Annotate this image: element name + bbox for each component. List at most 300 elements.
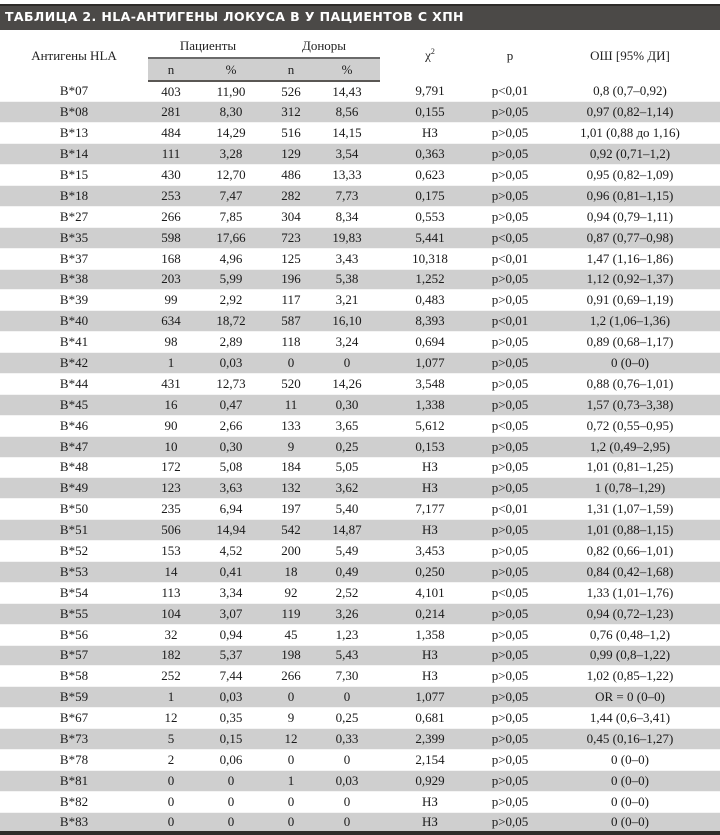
cell-antigen: B*07 [0,81,148,102]
cell-patients-n: 252 [148,666,194,687]
cell-patients-percent: 4,52 [194,541,268,562]
table-row [0,582,720,603]
cell-antigen: B*15 [0,165,148,186]
table-row [0,185,720,206]
table-row [0,81,720,102]
cell-donors-percent: 14,26 [314,373,380,394]
table-row [0,415,720,436]
cell-donors-n: 118 [268,332,314,353]
cell-p-value: p>0,05 [480,436,540,457]
cell-p-value: p>0,05 [480,750,540,771]
cell-donors-percent: 0 [314,812,380,833]
cell-donors-n: 542 [268,520,314,541]
cell-antigen: B*27 [0,206,148,227]
cell-donors-percent: 2,52 [314,582,380,603]
cell-patients-n: 2 [148,750,194,771]
cell-antigen: B*54 [0,582,148,603]
cell-patients-n: 281 [148,102,194,123]
header-donors-n: n [268,58,314,81]
cell-chi-square: 1,338 [380,394,480,415]
cell-donors-percent: 0,30 [314,394,380,415]
cell-chi-square: 0,483 [380,290,480,311]
cell-odds-ratio: 1,47 (1,16–1,86) [540,248,720,269]
cell-patients-percent: 7,47 [194,185,268,206]
cell-odds-ratio: 1,2 (0,49–2,95) [540,436,720,457]
cell-chi-square: 5,612 [380,415,480,436]
cell-p-value: p>0,05 [480,791,540,812]
header-donors-percent: % [314,58,380,81]
cell-patients-n: 12 [148,708,194,729]
cell-odds-ratio: 0,97 (0,82–1,14) [540,102,720,123]
cell-patients-n: 0 [148,770,194,791]
cell-donors-n: 117 [268,290,314,311]
cell-chi-square: 3,453 [380,541,480,562]
cell-chi-square: 0,175 [380,185,480,206]
cell-donors-n: 92 [268,582,314,603]
cell-antigen: B*50 [0,499,148,520]
cell-chi-square: 10,318 [380,248,480,269]
cell-p-value: p>0,05 [480,185,540,206]
cell-chi-square: 0,363 [380,144,480,165]
cell-donors-percent: 8,34 [314,206,380,227]
cell-donors-percent: 0 [314,791,380,812]
cell-donors-n: 198 [268,645,314,666]
table-title: ТАБЛИЦА 2. HLA-АНТИГЕНЫ ЛОКУСА B У ПАЦИЕНТОВ С ХПН [5,9,464,24]
cell-patients-n: 172 [148,457,194,478]
cell-patients-percent: 0,06 [194,750,268,771]
cell-p-value: p>0,05 [480,708,540,729]
cell-patients-n: 32 [148,624,194,645]
cell-odds-ratio: 0 (0–0) [540,812,720,833]
table-row [0,666,720,687]
table-row [0,645,720,666]
hla-table [0,30,720,835]
cell-odds-ratio: 0,87 (0,77–0,98) [540,227,720,248]
cell-donors-n: 516 [268,123,314,144]
cell-antigen: B*51 [0,520,148,541]
header-or: ОШ [95% ДИ] [590,47,670,63]
cell-p-value: p>0,05 [480,373,540,394]
cell-p-value: p>0,05 [480,332,540,353]
cell-odds-ratio: 1,02 (0,85–1,22) [540,666,720,687]
cell-patients-percent: 2,66 [194,415,268,436]
cell-odds-ratio: 0,95 (0,82–1,09) [540,165,720,186]
cell-donors-percent: 14,15 [314,123,380,144]
cell-donors-percent: 3,43 [314,248,380,269]
cell-antigen: B*58 [0,666,148,687]
cell-p-value: p>0,05 [480,123,540,144]
cell-patients-percent: 0,30 [194,436,268,457]
cell-donors-n: 119 [268,603,314,624]
cell-donors-n: 520 [268,373,314,394]
cell-donors-n: 129 [268,144,314,165]
cell-odds-ratio: 1,31 (1,07–1,59) [540,499,720,520]
cell-p-value: p>0,05 [480,687,540,708]
cell-patients-n: 266 [148,206,194,227]
cell-patients-percent: 3,63 [194,478,268,499]
cell-patients-n: 14 [148,561,194,582]
cell-patients-percent: 14,29 [194,123,268,144]
cell-donors-percent: 0,49 [314,561,380,582]
cell-chi-square: 0,681 [380,708,480,729]
cell-patients-percent: 18,72 [194,311,268,332]
cell-antigen: B*48 [0,457,148,478]
header-p: p [506,47,514,63]
cell-donors-percent: 5,40 [314,499,380,520]
cell-donors-percent: 0 [314,353,380,374]
cell-odds-ratio: 0 (0–0) [540,750,720,771]
cell-donors-n: 1 [268,770,314,791]
cell-donors-n: 9 [268,436,314,457]
cell-antigen: B*45 [0,394,148,415]
cell-patients-percent: 3,07 [194,603,268,624]
cell-p-value: p<0,01 [480,499,540,520]
cell-donors-percent: 3,24 [314,332,380,353]
cell-donors-n: 133 [268,415,314,436]
cell-patients-percent: 0,94 [194,624,268,645]
cell-patients-n: 182 [148,645,194,666]
cell-chi-square: 2,154 [380,750,480,771]
cell-patients-percent: 2,92 [194,290,268,311]
cell-antigen: B*46 [0,415,148,436]
cell-antigen: B*57 [0,645,148,666]
cell-patients-n: 506 [148,520,194,541]
cell-odds-ratio: OR = 0 (0–0) [540,687,720,708]
header-chi-base: χ [425,47,431,63]
cell-p-value: p>0,05 [480,394,540,415]
cell-antigen: B*59 [0,687,148,708]
cell-chi-square: 0,694 [380,332,480,353]
cell-odds-ratio: 0,89 (0,68–1,17) [540,332,720,353]
cell-patients-n: 203 [148,269,194,290]
cell-p-value: p>0,05 [480,520,540,541]
cell-p-value: p>0,05 [480,290,540,311]
cell-chi-square: 0,214 [380,603,480,624]
cell-patients-percent: 0 [194,812,268,833]
cell-chi-square: 0,155 [380,102,480,123]
cell-donors-n: 486 [268,165,314,186]
cell-antigen: B*42 [0,353,148,374]
cell-antigen: B*52 [0,541,148,562]
cell-patients-n: 484 [148,123,194,144]
cell-patients-n: 634 [148,311,194,332]
table-row [0,248,720,269]
cell-odds-ratio: 0,92 (0,71–1,2) [540,144,720,165]
cell-patients-percent: 2,89 [194,332,268,353]
cell-donors-percent: 0,25 [314,436,380,457]
cell-odds-ratio: 0 (0–0) [540,353,720,374]
cell-patients-n: 431 [148,373,194,394]
cell-chi-square: 1,077 [380,687,480,708]
cell-patients-percent: 0,41 [194,561,268,582]
cell-p-value: p<0,01 [480,311,540,332]
table-row [0,729,720,750]
cell-odds-ratio: 0,72 (0,55–0,95) [540,415,720,436]
table-row [0,373,720,394]
cell-donors-percent: 5,38 [314,269,380,290]
cell-p-value: p>0,05 [480,624,540,645]
cell-patients-percent: 7,44 [194,666,268,687]
cell-antigen: B*53 [0,561,148,582]
cell-antigen: B*13 [0,123,148,144]
cell-chi-square: НЗ [380,457,480,478]
header-patients-n: n [148,58,194,81]
cell-donors-n: 0 [268,812,314,833]
cell-donors-percent: 3,65 [314,415,380,436]
cell-patients-n: 5 [148,729,194,750]
table-row [0,290,720,311]
cell-patients-n: 99 [148,290,194,311]
cell-donors-n: 197 [268,499,314,520]
table-row [0,332,720,353]
cell-chi-square: 7,177 [380,499,480,520]
header-chi-sup: 2 [430,47,435,57]
cell-donors-percent: 5,49 [314,541,380,562]
cell-patients-percent: 14,94 [194,520,268,541]
cell-antigen: B*78 [0,750,148,771]
cell-donors-percent: 0,33 [314,729,380,750]
header-chi-square [380,30,480,81]
cell-donors-percent: 16,10 [314,311,380,332]
table-body [0,81,720,833]
cell-chi-square: 0,623 [380,165,480,186]
cell-odds-ratio: 0,76 (0,48–1,2) [540,624,720,645]
table-row [0,394,720,415]
cell-antigen: B*38 [0,269,148,290]
table-row [0,123,720,144]
cell-donors-n: 125 [268,248,314,269]
cell-patients-percent: 3,28 [194,144,268,165]
cell-p-value: p>0,05 [480,206,540,227]
cell-antigen: B*55 [0,603,148,624]
cell-odds-ratio: 1,01 (0,81–1,25) [540,457,720,478]
cell-donors-n: 0 [268,750,314,771]
cell-patients-percent: 5,99 [194,269,268,290]
table-row [0,750,720,771]
cell-patients-n: 598 [148,227,194,248]
cell-patients-percent: 0,03 [194,687,268,708]
cell-donors-n: 0 [268,353,314,374]
cell-donors-percent: 0 [314,687,380,708]
cell-p-value: p>0,05 [480,165,540,186]
cell-patients-n: 1 [148,687,194,708]
cell-patients-percent: 0,15 [194,729,268,750]
cell-p-value: p>0,05 [480,645,540,666]
table-row [0,227,720,248]
cell-patients-percent: 17,66 [194,227,268,248]
cell-donors-n: 0 [268,687,314,708]
cell-antigen: B*56 [0,624,148,645]
cell-antigen: B*73 [0,729,148,750]
cell-chi-square: 8,393 [380,311,480,332]
cell-odds-ratio: 1,44 (0,6–3,41) [540,708,720,729]
table-row [0,499,720,520]
table-row [0,624,720,645]
cell-p-value: p>0,05 [480,666,540,687]
table-row [0,269,720,290]
cell-odds-ratio: 0,84 (0,42–1,68) [540,561,720,582]
cell-patients-percent: 0,35 [194,708,268,729]
cell-donors-n: 12 [268,729,314,750]
cell-antigen: B*37 [0,248,148,269]
cell-donors-n: 282 [268,185,314,206]
cell-donors-percent: 0 [314,750,380,771]
cell-chi-square: НЗ [380,666,480,687]
cell-odds-ratio: 1,33 (1,01–1,76) [540,582,720,603]
cell-donors-n: 196 [268,269,314,290]
cell-odds-ratio: 0,88 (0,76–1,01) [540,373,720,394]
table-row [0,687,720,708]
cell-donors-percent: 3,21 [314,290,380,311]
cell-odds-ratio: 0,94 (0,79–1,11) [540,206,720,227]
cell-p-value: p<0,01 [480,248,540,269]
cell-donors-n: 304 [268,206,314,227]
table-row [0,206,720,227]
cell-chi-square: НЗ [380,520,480,541]
cell-chi-square: НЗ [380,645,480,666]
cell-donors-n: 0 [268,791,314,812]
cell-patients-n: 153 [148,541,194,562]
cell-chi-square: 1,252 [380,269,480,290]
cell-patients-n: 10 [148,436,194,457]
cell-p-value: p>0,05 [480,269,540,290]
cell-antigen: B*08 [0,102,148,123]
cell-chi-square: 0,153 [380,436,480,457]
cell-patients-n: 16 [148,394,194,415]
cell-patients-percent: 6,94 [194,499,268,520]
cell-patients-n: 104 [148,603,194,624]
cell-odds-ratio: 1,01 (0,88–1,15) [540,520,720,541]
table-row [0,144,720,165]
cell-chi-square: 1,358 [380,624,480,645]
cell-chi-square: 0,553 [380,206,480,227]
cell-patients-n: 123 [148,478,194,499]
cell-p-value: p>0,05 [480,561,540,582]
cell-donors-percent: 3,54 [314,144,380,165]
cell-p-value: p>0,05 [480,541,540,562]
table-row [0,791,720,812]
cell-donors-percent: 13,33 [314,165,380,186]
cell-patients-n: 430 [148,165,194,186]
table-title-bar [0,4,720,30]
cell-donors-percent: 7,73 [314,185,380,206]
cell-chi-square: 2,399 [380,729,480,750]
cell-chi-square: 5,441 [380,227,480,248]
table-row [0,311,720,332]
cell-patients-percent: 5,08 [194,457,268,478]
cell-p-value: p>0,05 [480,478,540,499]
cell-donors-n: 11 [268,394,314,415]
header-antigen: Антигены HLA [31,47,117,63]
cell-antigen: B*81 [0,770,148,791]
cell-p-value: p<0,01 [480,81,540,102]
cell-chi-square: 4,101 [380,582,480,603]
cell-odds-ratio: 0,82 (0,66–1,01) [540,541,720,562]
cell-antigen: B*83 [0,812,148,833]
cell-donors-n: 526 [268,81,314,102]
cell-patients-n: 1 [148,353,194,374]
cell-patients-percent: 4,96 [194,248,268,269]
cell-p-value: p>0,05 [480,102,540,123]
cell-patients-n: 0 [148,812,194,833]
header-patients: Пациенты [179,38,237,53]
cell-patients-percent: 0,47 [194,394,268,415]
cell-donors-percent: 5,43 [314,645,380,666]
cell-donors-n: 9 [268,708,314,729]
table-row [0,770,720,791]
cell-chi-square: 0,929 [380,770,480,791]
cell-donors-n: 132 [268,478,314,499]
cell-antigen: B*14 [0,144,148,165]
cell-p-value: p>0,05 [480,770,540,791]
cell-patients-n: 235 [148,499,194,520]
cell-patients-n: 111 [148,144,194,165]
cell-patients-percent: 0 [194,770,268,791]
cell-odds-ratio: 0,45 (0,16–1,27) [540,729,720,750]
cell-donors-percent: 14,87 [314,520,380,541]
cell-odds-ratio: 0,94 (0,72–1,23) [540,603,720,624]
cell-antigen: B*47 [0,436,148,457]
cell-donors-percent: 7,30 [314,666,380,687]
cell-patients-percent: 0,03 [194,353,268,374]
cell-patients-percent: 12,70 [194,165,268,186]
cell-donors-n: 45 [268,624,314,645]
cell-p-value: p>0,05 [480,353,540,374]
cell-patients-percent: 0 [194,791,268,812]
table-row [0,436,720,457]
cell-antigen: B*35 [0,227,148,248]
cell-chi-square: НЗ [380,812,480,833]
table-row [0,603,720,624]
cell-patients-percent: 7,85 [194,206,268,227]
table-row [0,102,720,123]
cell-donors-percent: 5,05 [314,457,380,478]
cell-p-value: p>0,05 [480,457,540,478]
cell-donors-n: 266 [268,666,314,687]
cell-chi-square: 9,791 [380,81,480,102]
cell-patients-n: 98 [148,332,194,353]
cell-patients-n: 113 [148,582,194,603]
cell-odds-ratio: 0,91 (0,69–1,19) [540,290,720,311]
cell-p-value: p<0,05 [480,227,540,248]
cell-donors-percent: 8,56 [314,102,380,123]
cell-antigen: B*40 [0,311,148,332]
cell-patients-n: 253 [148,185,194,206]
table-row [0,457,720,478]
table-row [0,478,720,499]
cell-donors-percent: 3,26 [314,603,380,624]
cell-antigen: B*49 [0,478,148,499]
cell-donors-percent: 0,03 [314,770,380,791]
cell-antigen: B*82 [0,791,148,812]
cell-chi-square: НЗ [380,791,480,812]
table-row [0,812,720,833]
table-header [0,30,720,81]
cell-patients-percent: 8,30 [194,102,268,123]
cell-donors-percent: 3,62 [314,478,380,499]
header-donors: Доноры [301,38,347,53]
cell-antigen: B*39 [0,290,148,311]
cell-p-value: p>0,05 [480,144,540,165]
cell-odds-ratio: 0,99 (0,8–1,22) [540,645,720,666]
cell-patients-percent: 3,34 [194,582,268,603]
table-row [0,520,720,541]
cell-donors-n: 184 [268,457,314,478]
cell-odds-ratio: 0 (0–0) [540,770,720,791]
cell-odds-ratio: 1,57 (0,73–3,38) [540,394,720,415]
cell-donors-n: 312 [268,102,314,123]
cell-p-value: p>0,05 [480,603,540,624]
